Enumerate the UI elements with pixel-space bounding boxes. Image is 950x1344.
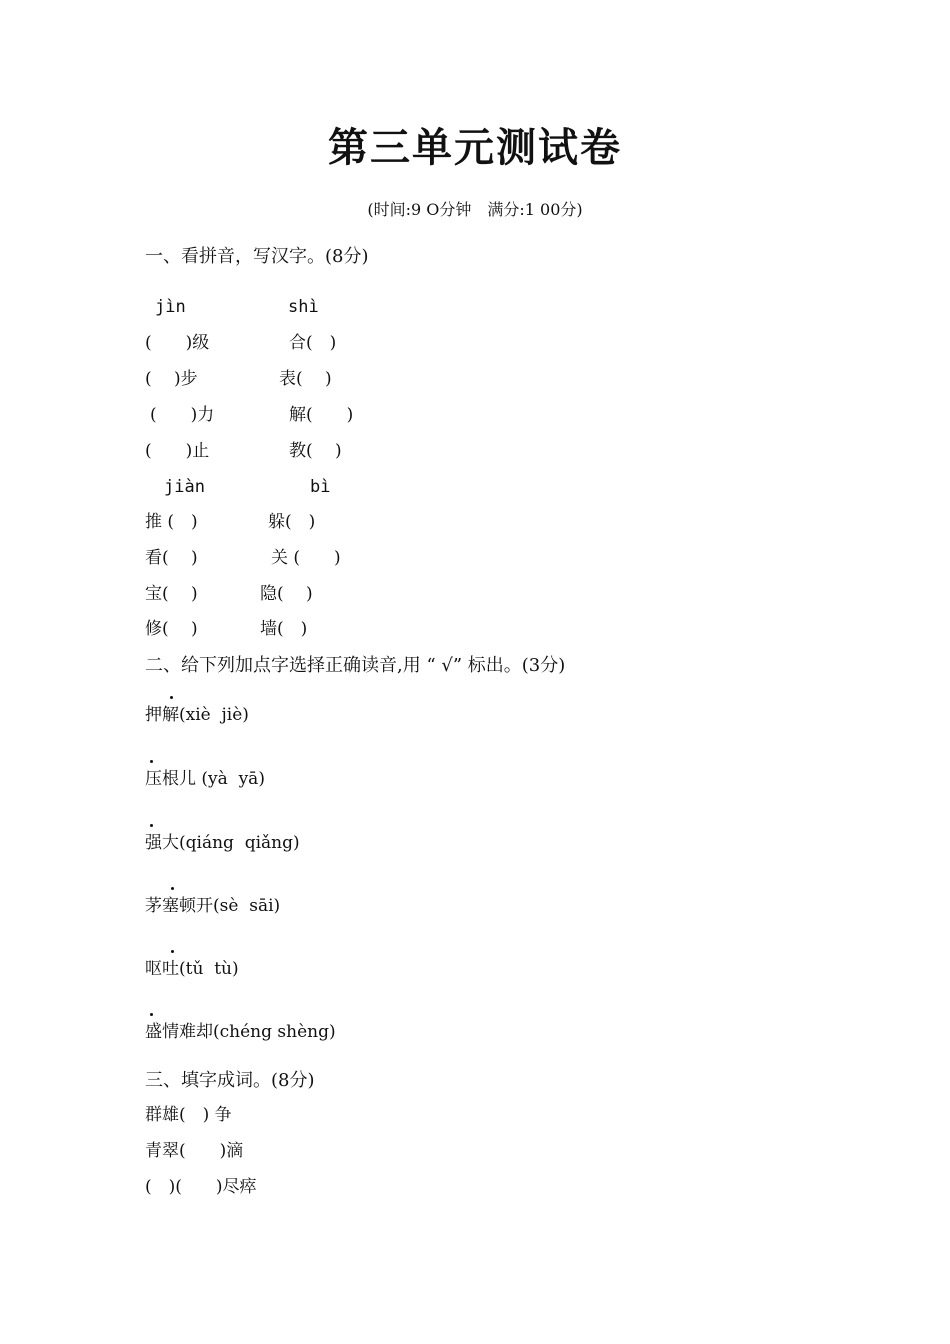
emphasis-dot	[171, 887, 174, 890]
blank-item: 教( )	[289, 441, 342, 461]
blank-item: 修( )	[145, 619, 198, 639]
emphasis-dot	[171, 950, 174, 953]
section2-heading: 二、给下列加点字选择正确读音,用 “ √” 标出。(3分)	[145, 655, 566, 676]
pinyin-shi: shì	[288, 297, 319, 317]
page-title: 第三单元测试卷	[328, 124, 622, 171]
pinyin-jin: jìn	[155, 297, 186, 317]
question-item: 压根儿 (yà yā)	[145, 769, 265, 789]
blank-item: ( )步	[145, 369, 198, 389]
pinyin-jian: jiàn	[164, 477, 205, 497]
emphasis-dot	[170, 696, 173, 699]
blank-item: 躲( )	[268, 512, 316, 532]
fill-item: 群雄( ) 争	[145, 1105, 232, 1125]
blank-item: 表( )	[279, 369, 332, 389]
section1-heading: 一、看拼音，写汉字。(8分)	[145, 246, 369, 267]
blank-item: 关 ( )	[271, 548, 341, 568]
blank-item: 看( )	[145, 548, 198, 568]
pinyin-bi: bì	[310, 477, 331, 497]
emphasis-dot	[150, 760, 153, 763]
question-item: 呕吐(tǔ tù)	[145, 959, 239, 979]
fill-item: 青翠( )滴	[145, 1141, 244, 1161]
fill-item: ( )( )尽瘁	[145, 1177, 257, 1197]
question-item: 押解(xiè jiè)	[145, 705, 249, 725]
question-item: 盛情难却(chéng shèng)	[145, 1022, 336, 1042]
blank-item: 合( )	[289, 333, 337, 353]
emphasis-dot	[150, 824, 153, 827]
question-item: 强大(qiáng qiǎng)	[145, 833, 300, 853]
exam-info: (时间:9 O分钟 满分:1 00分)	[367, 200, 583, 219]
emphasis-dot	[150, 1013, 153, 1016]
blank-item: 宝( )	[145, 584, 198, 604]
question-item: 茅塞顿开(sè sāi)	[145, 896, 281, 916]
blank-item: 墙( )	[260, 619, 308, 639]
blank-item: 推 ( )	[145, 512, 198, 532]
blank-item: 隐( )	[260, 584, 313, 604]
blank-item: ( )止	[145, 441, 210, 461]
blank-item: ( )级	[145, 333, 210, 353]
section3-heading: 三、填字成词。(8分)	[145, 1070, 315, 1091]
blank-item: ( )力	[150, 405, 215, 425]
blank-item: 解( )	[289, 405, 354, 425]
